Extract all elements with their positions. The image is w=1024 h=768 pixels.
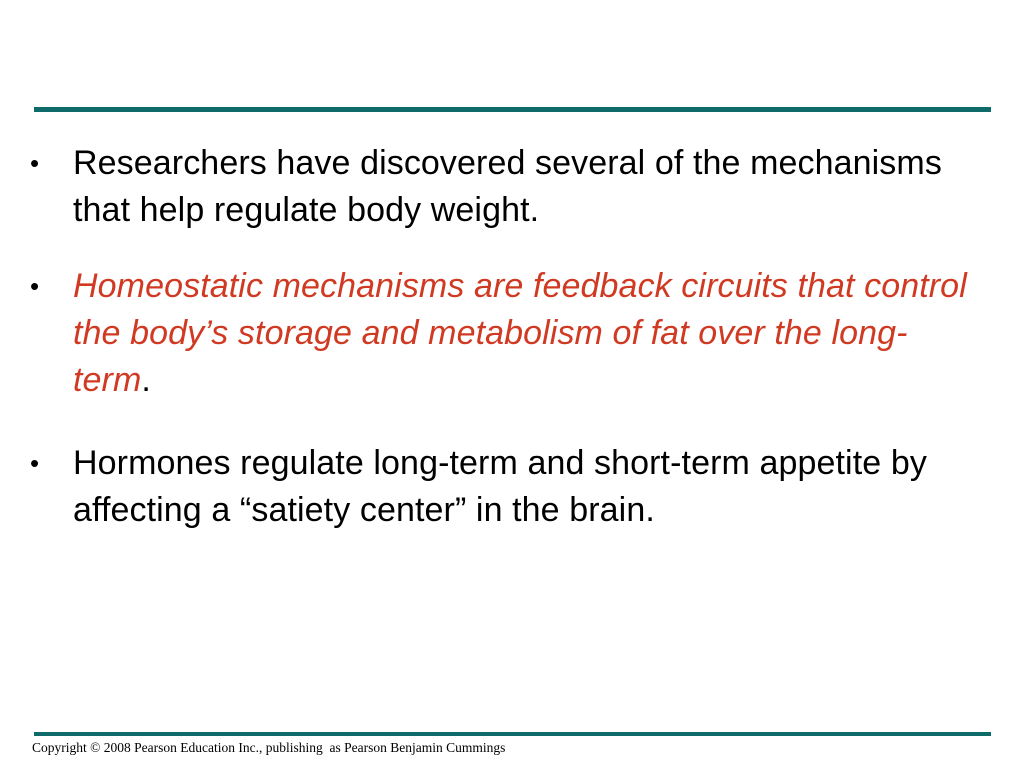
bullet-text: Researchers have discovered several of the mechanisms that help regulate body weight. — [73, 144, 942, 229]
bullet-item — [30, 440, 980, 534]
bullet-list — [30, 140, 980, 534]
bullet-item — [30, 140, 980, 234]
bullet-emphasis-text: Homeostatic mechanisms are feedback circuits that control the body’s storage and metabolism of fat over the long-term — [73, 267, 967, 399]
bullet-dot-icon: • — [30, 448, 40, 478]
bullet-item — [30, 263, 980, 404]
bottom-divider-line — [34, 732, 991, 736]
top-divider-line — [34, 107, 991, 112]
bullet-trailing-text: . — [141, 361, 151, 399]
bullet-text: Hormones regulate long-term and short-term appetite by affecting a “satiety center” in the brain. — [73, 444, 927, 529]
bullet-dot-icon: • — [30, 271, 40, 301]
copyright-footer: Copyright © 2008 Pearson Education Inc., publishing as Pearson Benjamin Cummings — [32, 740, 506, 755]
bullet-dot-icon: • — [30, 148, 40, 178]
